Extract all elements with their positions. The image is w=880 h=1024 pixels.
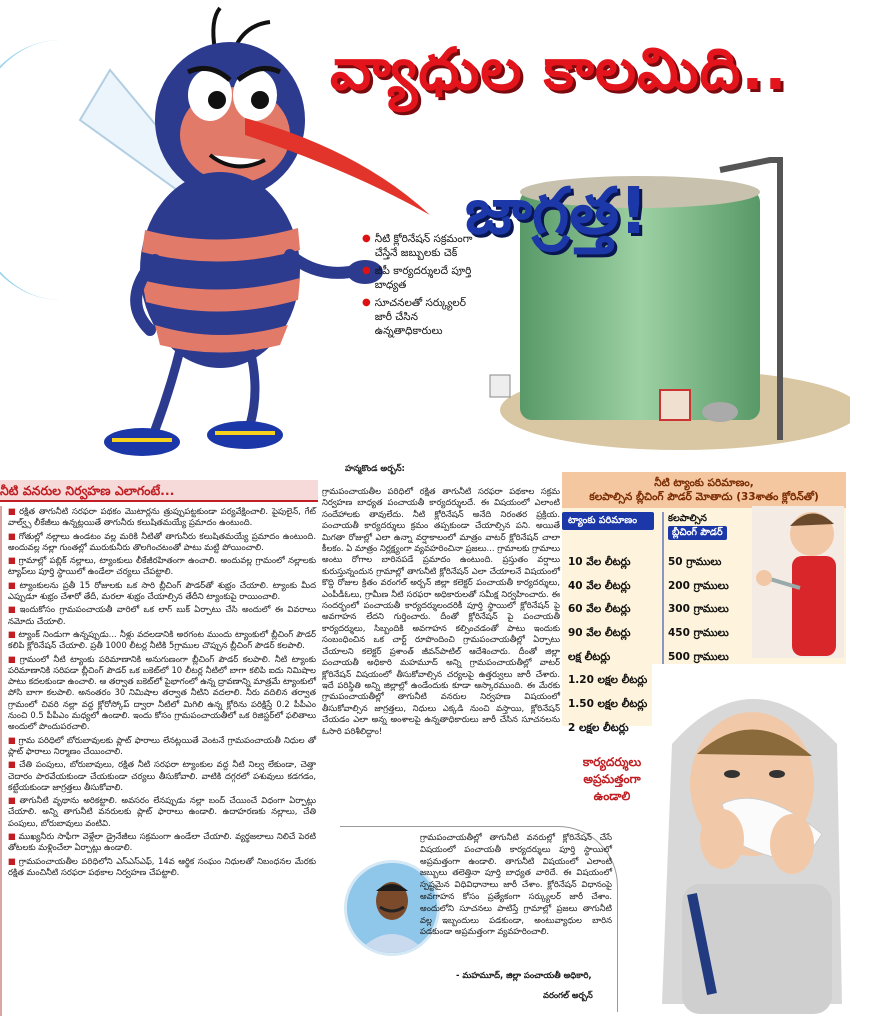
powder-amount-cell: 500 గ్రాములు (668, 650, 729, 663)
tank-size-cell: 2 లక్షల లీటర్లు (568, 721, 629, 734)
tank-size-cell: 10 వేల లీటర్లు (568, 556, 631, 568)
guideline-item (8, 759, 316, 793)
guideline-item (8, 506, 316, 529)
callout-line-1: కార్యదర్శులు (582, 755, 642, 769)
section-body (0, 506, 318, 1016)
quote-attribution: - మహమూద్, జిల్లా పంచాయతీ అధికారి, (456, 970, 592, 980)
square-bullet-icon: ■ (8, 795, 18, 806)
quote-place: వరంగల్ అర్బన్ (543, 990, 593, 1000)
guideline-item (8, 795, 316, 829)
quote-text: గ్రామపంచాయతీల్లో తాగునీటి వనరుల్లో క్లోరినేషన్ చేసే విషయంలో పంచాయతీ కార్యదర్శులు పూర్తి స్థాయిలో అప్రమత్తంగా ఉండాలి. తాగునీటి విషయంలో ఎలాంటి జబ్బులు తలెత్తినా పూర్తి బాధ్యత వారిదే. ఈ విషయంలో స్పష్టమైన విధివిధానాలు జారీ చేశాం. క్లోరినేషన్ విధానంపై అవగాహన కోసం ప్రత్యేకంగా సర్క్యులర్ జారీ చేశాం. అందులోని సూచనలు పాటిస్తే గ్రామాల్లో ప్రజలు తాగునీటి వల్ల ఇబ్బందులు పడకుండా, అంటువ్యాధుల బారిన పడకుండా అప్రమత్తంగా వ్యవహరించాలి. (420, 832, 612, 937)
table-row (562, 576, 762, 600)
column-header-powder (668, 512, 727, 540)
guideline-item (8, 735, 316, 758)
square-bullet-icon: ■ (8, 579, 18, 590)
guideline-text: రక్షిత తాగునీటి సరఫరా పథకం మొటార్లను త్రుప్పుపట్టకుండా పర్యవేక్షించాలి. పైపులైన్, గేట్ వాల్వ్స్ లీకేజీలు ఉన్నట్లయితే తాగునీరు కలుషితమయ్యే ప్రమాదం ఉంటుంది. (8, 506, 316, 528)
square-bullet-icon: ■ (8, 759, 18, 770)
callout-alert (562, 748, 662, 826)
guideline-text: గోతుల్లో నల్లాలు ఉండటం వల్ల మరికి నీటితో తాగునీరు కలుషితమయ్యే ప్రమాదం ఉంటుంది. అందువల్ల నల్లా గుంతల్లో మురుకునీరు తొలగించటంతో పాటు మట్టి పోయించాలి. (8, 530, 317, 552)
headline-line-1: వ్యాధుల కాలమిది.. (330, 35, 788, 103)
guideline-text: తాగునీటి వృథాను అరికట్టాలి. అవసరం లేనప్పుడు నల్లా బంద్ చేయించే విధంగా ఏర్పాట్లు చేయాలి. అన్ని తాగునీటి వనరులకు ప్లాట్ ఫారాలు ఉండాలి. ఉదాహరణకు నల్లాలు, చేతి పంపులు, బోరుబావులు వంటివి. (8, 795, 316, 828)
tank-size-cell: 1.50 లక్షల లీటర్లు (568, 698, 648, 711)
square-bullet-icon: ■ (8, 530, 17, 541)
table-row (562, 552, 762, 576)
guideline-text: చేతి పంపులు, బోరుబావులు, రక్షిత నీటి సరఫరా ట్యాంకుల వద్ద నీటి నిల్వ లేకుండా, చెత్తా చెదారం పారవేయకుండా చేయకుండా చర్యలు తీసుకోవాలి. వాటికి దగ్గరలో పశువులు కడగడం, కట్టేయకుండా జాగ్రత్తలు తీసుకోవాలి. (8, 759, 316, 792)
square-bullet-icon: ■ (8, 653, 18, 664)
guideline-item (8, 580, 316, 603)
guideline-item (8, 654, 316, 733)
bullet-icon: ● (362, 297, 371, 308)
guideline-text: ఇందుకోసం గ్రామపంచాయతీ వారిలో ఒక లాగ్ బుక్ ఏర్పాటు చేసి అందులో ఈ వివరాలు నమోదు చేయాలి. (8, 604, 316, 626)
square-bullet-icon: ■ (8, 555, 17, 566)
column-header-tank-size: ట్యాంకు పరిమాణం (562, 512, 654, 530)
tank-size-cell: లక్ష లీటర్లు (568, 650, 611, 663)
powder-amount-cell: 50 గ్రాములు (668, 556, 722, 568)
key-point-text: సూచనలతో సర్క్యులర్ జారీ చేసిన ఉన్నతాధికారులు (374, 297, 466, 337)
key-point (362, 264, 482, 292)
guideline-item (8, 629, 316, 652)
key-point-text: జీపీ కార్యదర్శులదే పూర్తి బాధ్యత (374, 265, 472, 291)
table-heading (562, 472, 846, 508)
tank-size-cell: 1.20 లక్షల లీటర్లు (568, 674, 648, 687)
headline-line-2: జాగ్రత్త! (465, 175, 649, 249)
guideline-text: గ్రామ పరిధిలో బోరుబావులకు ప్లాట్ ఫారాలు లేనట్లయితే వెంటనే గ్రామపంచాయతీ నిధుల తో ప్లాట్ ఫారాలు నిర్మాణం చేయించాలి. (8, 734, 316, 756)
article-paragraph: గ్రామపంచాయతీల పరిధిలో రక్షిత తాగునీటి సరఫరా పథకాల సక్రమ నిర్వహణ బాధ్యత పంచాయతీ కార్యదర్శులదే. ఈ విషయంలో ఎలాంటి సందేహాలకు తావులేదు. నీటి క్లోరినేషన్ అనేది నిరంతర ప్రక్రియ. పంచాయతీ కార్యదర్శులు క్రమం తప్పకుండా చేయాల్సిన పని. అయితే మిగతా రోజుల్లో ఎలా ఉన్నా వర్షాకాలంలో మాత్రం వాటర్ క్లోరినేషన్ చాలా కీలకం. ఏ మాత్రం నిర్లక్ష్యంగా వ్యవహరించినా ప్రజలు... గ్రామాలకు గ్రామాలు అంటు రోగాల బారినపడే ప్రమాదం ఉంటుంది. ప్రస్తుతం వర్షాలు కురుస్తున్నందున గ్రామాల్లో తాగునీటి క్లోరినేషన్ ఎలా చేయాలనే విషయంలో కొద్ది రోజుల క్రితం వరంగల్ అర్బన్ జిల్లా కలెక్టర్ పంచాయతీ కార్యదర్శులు, ఎంపీడీఓలు, గ్రామీణ నీటి సరఫరా అధికారులతో సమీక్ష నిర్వహించారు. ఈ సందర్భంలో పంచాయతీ కార్యదర్శులందరికీ పూర్తి స్థాయిలో క్లోరినేషన్ పై అవగాహన లేదని గుర్తించారు. దీంతో క్లోరినేషన్ పై పంచాయతీ కార్యదర్శులు, సిబ్బందికి అవగాహన కల్పించడంతో పాటు ఇందుకు సంబంధించిన ఒక చార్ట్ రూపొందించి గ్రామపంచాయతీల్లో ఏర్పాటు చేయాలని కలెక్టర్ ప్రశాంత్ జీవన్‌పాటిల్ ఆదేశించారు. దీంతో జిల్లా పంచాయతీ అధికారి మహమూద్ అన్ని గ్రామపంచాయతీల్లో వాటర్ క్లోరినేషన్ విషయంలో తీసుకోవాల్సిన చర్యలపై ఉత్తర్వులు జారీ చేశారు. ఇదే పరిస్థితి అన్ని జిల్లాల్లో ఉండేందుకు కూడా ఆస్కారముంది. ఈ మేరకు గ్రామపంచాయతీల్లో తాగునీటి వనరుల నిర్వహణ విషయంలో తీసుకోవాల్సిన జాగ్రత్తలు, నిధులు ఎక్కడి నుంచి వస్తాయి, క్లోరినేషన్ చేయడం ఎలా అన్న అంశాలపై ఉన్నతాధికారులు జారీ చేసిన సూచనలను ఓసారి పరిశీలిద్దాం! (322, 486, 560, 736)
guideline-item (8, 856, 316, 879)
callout-line-2: అప్రమత్తంగా (583, 772, 641, 786)
guideline-item (8, 831, 316, 854)
section-heading-bar (0, 480, 318, 502)
square-bullet-icon: ■ (8, 604, 18, 615)
key-point-text: నీటి క్లోరినేషన్ సక్రమంగా చేస్తేనే జబ్బులకు చెక్ (374, 233, 473, 259)
tank-size-cell: 40 వేల లీటర్లు (568, 579, 631, 592)
header-art (0, 0, 880, 462)
guideline-text: ట్యాంకులను ప్రతీ 15 రోజులకు ఒక సారి బ్లీచింగ్ పౌడర్‌తో శుభ్రం చేయాలి. ట్యాంకు మీద ఎప్పుడూ శుభ్రం చేశారో తేదీ, మరలా శుభ్రం చేయాల్సిన తేదీని ట్యాంకుపై రాయించాలి. (8, 579, 316, 602)
column-header-powder-line-2: బ్లీచింగ్ పౌడర్ (668, 526, 727, 540)
bullet-icon: ● (362, 265, 371, 276)
square-bullet-icon: ■ (8, 506, 18, 516)
table-heading-line-1: నీటి ట్యాంకు పరిమాణం, (654, 477, 754, 489)
key-point (362, 296, 482, 338)
square-bullet-icon: ■ (8, 628, 17, 639)
guideline-item (8, 555, 316, 578)
table-heading-line-2: కలపాల్సిన బ్లీచింగ్ పౌడర్ మోతాదు (33శాతం క్లోరిన్‌తో) (589, 491, 819, 503)
table-row (562, 623, 762, 647)
powder-amount-cell: 300 గ్రాములు (668, 603, 729, 616)
key-point (362, 232, 482, 260)
callout-line-3: ఉండాలి (593, 789, 631, 803)
guideline-text: గ్రామపంచాయతీల పరిధిలోని ఎస్ఎస్‌ఎఫ్, 14వ ఆర్థిక సంఘం నిధులతో నిబంధనల మేరకు రక్షిత మంచినీటి సరఫరా పథకాల నిర్వహణ చేపట్టాలి. (8, 855, 316, 877)
guideline-text: గ్రామాల్లో పబ్లిక్ నల్లాలు, ట్యాంకులు లీకేజీరహితంగా ఉంచాలి. అందువల్ల గ్రామంలో నల్లాలకు ట్యాప్‌లు పూర్తి స్థాయిలో ఉండేలా చర్యలు చేపట్టాలి. (8, 555, 316, 577)
column-header-powder-line-1: కలపాల్సిన (668, 513, 707, 524)
child-vaccination-illustration (752, 506, 844, 658)
square-bullet-icon: ■ (8, 855, 17, 866)
guideline-text: గ్రామంలో నీటి ట్యాంకు పరిమాణానికి అనుగుణంగా బ్లీచింగ్ పౌడర్ కలపాలి. నీటి ట్యాంకు పరిమాణానికి సరిపడా బ్లీచింగ్ పౌడర్ ఒక బకెట్‌లో 10 లీటర్ల నీటిలో బాగా కలిపి ఐదు నిమిషాల పాటు కదలకుండా ఉంచాలి. ఆ తర్వాత బకెట్‌లో పైభాగంలో ఉన్న ద్రావణాన్ని మాత్రమే ట్యాంకులో పోసి బాగా కలపాలి. అనంతరం 30 నిమిషాల తర్వాత నీటిని వదలాలి. నీరు వదిలిన తర్వాత గ్రామంలో చివరి నల్లా వద్ద క్లోరోస్కోప్ ద్వారా నీటిలో మిగిలి ఉన్న క్లోరిను పరిక్షిస్తే 0.2 పీపీఎం నుంచి 0.5 పీపీఎం మధ్యలో ఉండాలి. ఇందు కోసం గ్రామపంచాయతీలో ఒక రిజిస్టర్‌లో ఫలితాలు అందులో పొందుపరచాలి. (8, 653, 316, 732)
square-bullet-icon: ■ (8, 734, 17, 745)
powder-amount-cell: 450 గ్రాములు (668, 627, 729, 640)
section-heading: నీటి వనరుల నిర్వహణ ఎలాగంటే... (0, 483, 175, 498)
guideline-item (8, 604, 316, 627)
tank-size-cell: 90 వేల లీటర్లు (568, 627, 631, 640)
water-sources-management-section (0, 480, 318, 1016)
sneezing-child-illustration (652, 664, 852, 1014)
square-bullet-icon: ■ (8, 831, 17, 842)
guideline-item (8, 531, 316, 554)
powder-amount-cell: 200 గ్రాములు (668, 579, 729, 592)
guideline-text: ట్యాంక్ నిండుగా ఉన్నప్పుడు... నీళ్లు వదలడానికి అరగంట ముందు ట్యాంకులో బ్లీచింగ్ పౌడర్ కలిపి క్లోరినేషన్ చేయాలి. ప్రతీ 1000 లీటర్ల నీటికి 5గ్రాముల చొప్పున బ్లీచింగ్ పౌడర్ కలపాలి. (8, 628, 316, 651)
table-row (562, 599, 762, 623)
tank-size-cell: 60 వేల లీటర్లు (568, 603, 631, 616)
article-body (322, 486, 560, 812)
dateline: హన్మకొండ అర్బన్: (345, 464, 405, 474)
bullet-icon: ● (362, 233, 371, 244)
guideline-text: ముఖ్యనీరు సాఫీగా వెళ్లేలా డ్రైనేజీలు సక్రమంగా ఉండేలా చేయాలి. వ్యర్థజలాలు నిలిచే పెరటి తోటలకు మళ్లించేలా ఏర్పాట్లు ఉండాలి. (8, 831, 316, 853)
key-points-list (362, 232, 482, 342)
